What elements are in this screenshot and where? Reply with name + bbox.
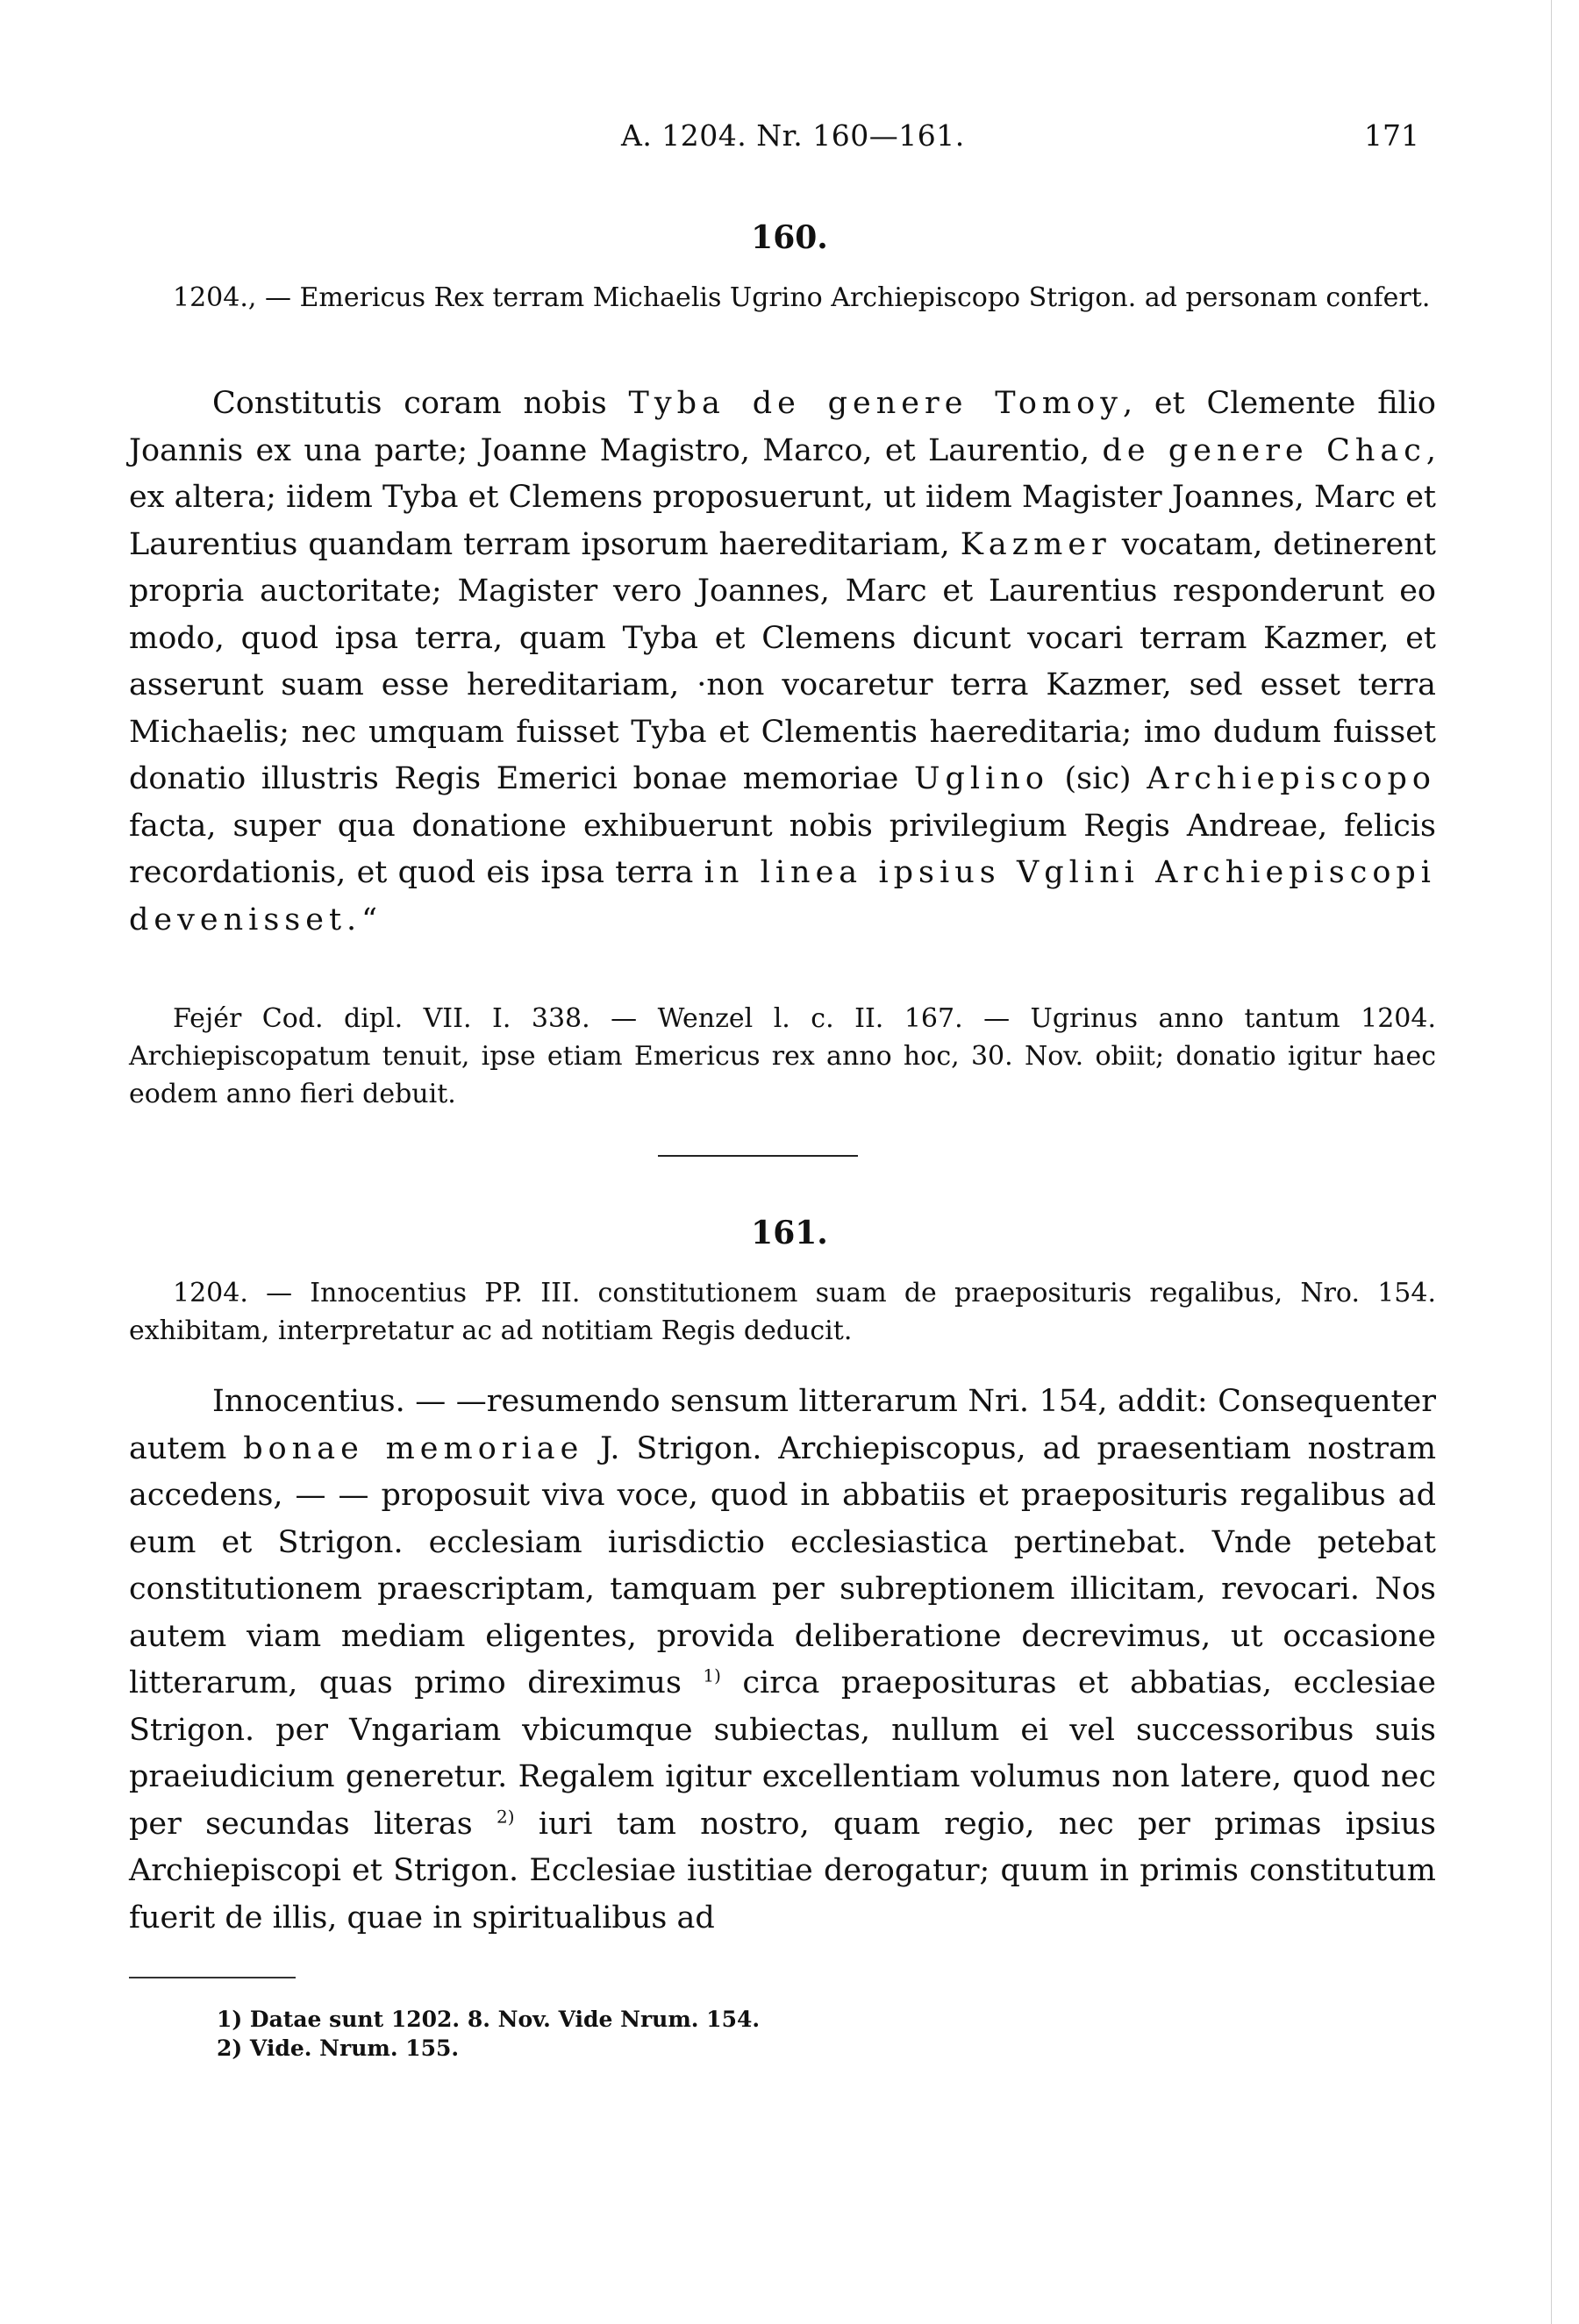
doc-160-regest-text: 1204., — Emericus Rex terram Michaelis Ugrino Archiepiscopo Strigon. ad personam confert. (173, 282, 1431, 313)
doc-160-note: Fejér Cod. dipl. VII. I. 338. — Wenzel l. c. II. 167. — Ugrinus anno tantum 1204. Archiepiscopatum tenuit, ipse etiam Emericus rex anno hoc, 30. Nov. obiit; donatio igitur haec eodem anno fieri debuit. (129, 1003, 1436, 1109)
doc-160-text-part: vocatam, detinerent propria auctoritate; Magister vero Joannes, Marc et Laurentius responderunt eo modo, quod ipsa terra, quam Tyba et Clemens dicunt vocari terram Kazmer, et asserunt suam esse hereditariam, ·non vocaretur terra Kazmer, sed esset terra Michaelis; nec umquam fuisset Tyba et Clementis haereditaria; imo dudum fuisset donatio illustris Regis Emerici bonae memoriae (129, 526, 1436, 796)
doc-161-text-part: Innocentius. — —resumendo sensum litterarum Nri. 154, addit: Consequenter autem (129, 1384, 1436, 1466)
doc-161-number: 161. (751, 1215, 828, 1251)
doc-161-text-part: iuri tam nostro, quam regio, nec per primas ipsius Archiepiscopi et Strigon. Ecclesiae iustitiae derogatur; quum in primis constitutum fuerit de illis, quae in spiritualibus ad (129, 1806, 1436, 1935)
doc-161-text-part: circa praeposituras et abbatias, ecclesiae Strigon. per Vngariam vbicumque subiectas, nullum ei vel successoribus suis praeiudicium generetur. Regalem igitur excellentiam volumus non latere, quod nec per secundas literas (129, 1665, 1436, 1842)
separator-rule (658, 1155, 858, 1157)
running-head: A. 1204. Nr. 160—161. (621, 118, 965, 153)
doc-161-text-part: J. Strigon. Archiepiscopus, ad praesentiam nostram accedens, — — proposuit viva voce, quod in abbatiis et praeposituris regalibus ad eum et Strigon. ecclesiam iurisdictio ecclesiastica pertinebat. Vnde petebat constitutionem praescriptam, tamquam per subreptionem illicitam, revocari. Nos autem viam mediam eligentes, provida deliberatione decrevimus, ut occasione litterarum, quas primo direximus (129, 1430, 1437, 1700)
doc-160-text-part: facta, super qua donatione exhibuerunt nobis privilegium Regis Andreae, felicis recordationis, et quod eis ipsa terra (129, 808, 1436, 890)
scan-edge-line (1551, 0, 1552, 2324)
doc-160-spaced-name: Uglino (914, 761, 1049, 796)
doc-160-text-part: “ (361, 902, 378, 937)
footnote-2: 2) Vide. Nrum. 155. (217, 2035, 460, 2061)
doc-161-regest (129, 1274, 1436, 1350)
doc-160-spaced-name: Tyba de genere Tomoy (628, 386, 1123, 421)
doc-160-spaced-name: Archiepiscopo (1147, 761, 1436, 796)
footnote-ref-2: 2) (497, 1805, 515, 1827)
doc-160-spaced-name: Kazmer (960, 526, 1111, 562)
doc-160-text-part: (sic) (1048, 761, 1147, 796)
doc-160-number: 160. (751, 219, 828, 256)
doc-160-text-part: , et Clemente filio Joannis ex una parte; Joanne Magistro, Marco, et Laurentio, (129, 386, 1436, 468)
doc-161-regest-text: 1204. — Innocentius PP. III. constitutionem suam de praeposituris regalibus, Nro. 154. exhibitam, interpretatur ac ad notitiam Regis deducit. (129, 1278, 1436, 1346)
doc-160-spaced-name: in linea ipsius Vglini Archiepiscopi devenisset. (129, 855, 1436, 937)
footnote-ref-1: 1) (703, 1665, 721, 1686)
page-number: 171 (1364, 118, 1419, 153)
doc-160-text-part: Constitutis coram nobis (212, 386, 629, 421)
doc-160-regest (129, 279, 1436, 317)
footnote-1: 1) Datae sunt 1202. 8. Nov. Vide Nrum. 154. (217, 2007, 761, 2032)
footnote-rule (129, 1977, 296, 1978)
doc-161-text (129, 1379, 1436, 1942)
doc-161-spaced-phrase: bonae memoriae (243, 1430, 584, 1466)
doc-160-spaced-name: de genere Chac (1102, 432, 1426, 468)
doc-160-text-part: , ex altera; iidem Tyba et Clemens proposuerunt, ut iidem Magister Joannes, Marc et Laurentius quandam terram ipsorum haereditariam, (129, 432, 1436, 562)
doc-160-text (129, 381, 1436, 944)
